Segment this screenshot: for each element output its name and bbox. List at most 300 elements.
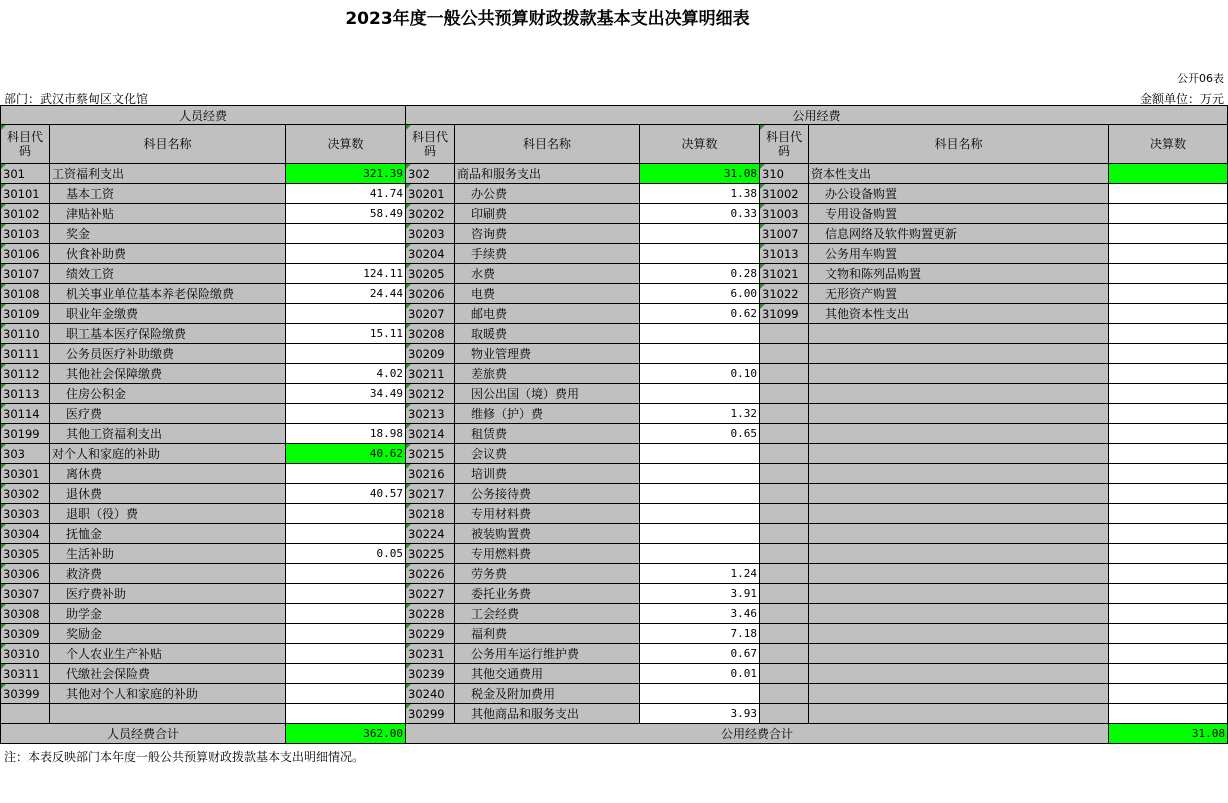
table-row [1, 704, 1228, 724]
empty-cell [809, 424, 1109, 444]
empty-cell [1109, 384, 1228, 404]
subject-name: 物业管理费 [455, 344, 640, 364]
amount-value: 0.67 [640, 644, 760, 664]
amount-value: 7.18 [640, 624, 760, 644]
empty-cell [760, 324, 809, 344]
subject-name: 无形资产购置 [809, 284, 1109, 304]
department-label: 部门：武汉市蔡甸区文化馆 [4, 92, 149, 106]
subject-code: 30205 [406, 264, 455, 284]
table-row [1, 484, 1228, 504]
subject-code: 31099 [760, 304, 809, 324]
empty-cell [760, 644, 809, 664]
amount-value [640, 244, 760, 264]
empty-cell [1109, 404, 1228, 424]
empty-cell [809, 444, 1109, 464]
subject-code: 30209 [406, 344, 455, 364]
subject-code: 31007 [760, 224, 809, 244]
subject-name: 退职（役）费 [50, 504, 286, 524]
subject-code: 30240 [406, 684, 455, 704]
subject-name: 医疗费补助 [50, 584, 286, 604]
amount-value [286, 344, 406, 364]
amount-value [640, 484, 760, 504]
col-header-amount: 决算数 [640, 125, 760, 164]
subject-code: 31013 [760, 244, 809, 264]
empty-cell [809, 404, 1109, 424]
amount-value [286, 524, 406, 544]
col-header-name: 科目名称 [809, 125, 1109, 164]
subject-name: 维修（护）费 [455, 404, 640, 424]
subject-code: 30305 [1, 544, 50, 564]
amount-value: 3.93 [640, 704, 760, 724]
subject-code: 30208 [406, 324, 455, 344]
subject-name: 奖金 [50, 224, 286, 244]
table-row [1, 384, 1228, 404]
report-title: 2023年度一般公共预算财政拨款基本支出决算明细表 [345, 9, 750, 29]
amount-unit-label: 金额单位：万元 [1139, 92, 1224, 106]
subject-name: 其他商品和服务支出 [455, 704, 640, 724]
table-row [1, 164, 1228, 184]
empty-cell [809, 704, 1109, 724]
subject-name: 机关事业单位基本养老保险缴费 [50, 284, 286, 304]
table-row [1, 524, 1228, 544]
subject-name: 公务用车运行维护费 [455, 644, 640, 664]
empty-cell [760, 624, 809, 644]
empty-cell [760, 444, 809, 464]
subject-name: 其他资本性支出 [809, 304, 1109, 324]
empty-cell [760, 524, 809, 544]
subject-code: 30310 [1, 644, 50, 664]
empty-cell [760, 344, 809, 364]
amount-value: 4.02 [286, 364, 406, 384]
subject-name: 专用燃料费 [455, 544, 640, 564]
empty-cell [809, 364, 1109, 384]
amount-value [286, 244, 406, 264]
amount-value [640, 224, 760, 244]
amount-value [640, 544, 760, 564]
empty-cell [760, 384, 809, 404]
subject-code: 30309 [1, 624, 50, 644]
subject-code: 30114 [1, 404, 50, 424]
public-section-header: 公用经费 [406, 106, 1228, 125]
empty-cell [1109, 624, 1228, 644]
subject-name [50, 704, 286, 724]
empty-cell [760, 544, 809, 564]
personnel-section-header: 人员经费 [1, 106, 406, 125]
amount-value [286, 604, 406, 624]
subject-name: 手续费 [455, 244, 640, 264]
amount-value [286, 664, 406, 684]
empty-cell [809, 604, 1109, 624]
subject-name: 培训费 [455, 464, 640, 484]
empty-cell [760, 464, 809, 484]
empty-cell [760, 364, 809, 384]
subject-name: 代缴社会保险费 [50, 664, 286, 684]
amount-value [1109, 284, 1228, 304]
amount-value [1109, 264, 1228, 284]
subject-code: 30239 [406, 664, 455, 684]
subject-code: 301 [1, 164, 50, 184]
subject-code: 30304 [1, 524, 50, 544]
subject-code: 31021 [760, 264, 809, 284]
amount-value: 31.08 [640, 164, 760, 184]
empty-cell [809, 464, 1109, 484]
subject-name: 电费 [455, 284, 640, 304]
empty-cell [760, 584, 809, 604]
subject-name: 救济费 [50, 564, 286, 584]
empty-cell [1109, 664, 1228, 684]
subject-name: 其他对个人和家庭的补助 [50, 684, 286, 704]
amount-value: 3.46 [640, 604, 760, 624]
empty-cell [809, 584, 1109, 604]
subject-code: 30106 [1, 244, 50, 264]
amount-value: 24.44 [286, 284, 406, 304]
empty-cell [1109, 324, 1228, 344]
empty-cell [809, 544, 1109, 564]
subject-name: 福利费 [455, 624, 640, 644]
empty-cell [809, 664, 1109, 684]
empty-cell [1109, 464, 1228, 484]
subject-code: 30303 [1, 504, 50, 524]
subject-name: 取暖费 [455, 324, 640, 344]
amount-value: 58.49 [286, 204, 406, 224]
subject-name: 租赁费 [455, 424, 640, 444]
amount-value: 0.62 [640, 304, 760, 324]
empty-cell [760, 424, 809, 444]
col-header-amount: 决算数 [1109, 125, 1228, 164]
amount-value: 321.39 [286, 164, 406, 184]
empty-cell [809, 684, 1109, 704]
subject-code: 30229 [406, 624, 455, 644]
subject-name: 职工基本医疗保险缴费 [50, 324, 286, 344]
subject-code: 30215 [406, 444, 455, 464]
empty-cell [760, 484, 809, 504]
subject-code: 30211 [406, 364, 455, 384]
subject-code: 30311 [1, 664, 50, 684]
amount-value [640, 324, 760, 344]
empty-cell [809, 504, 1109, 524]
subject-name: 办公设备购置 [809, 184, 1109, 204]
subject-code: 30112 [1, 364, 50, 384]
amount-value: 0.28 [640, 264, 760, 284]
amount-value: 34.49 [286, 384, 406, 404]
table-row [1, 204, 1228, 224]
table-row [1, 444, 1228, 464]
subject-name: 其他交通费用 [455, 664, 640, 684]
empty-cell [809, 644, 1109, 664]
subject-name: 会议费 [455, 444, 640, 464]
subject-code: 30102 [1, 204, 50, 224]
subject-name: 住房公积金 [50, 384, 286, 404]
subject-code: 30301 [1, 464, 50, 484]
amount-value: 0.01 [640, 664, 760, 684]
subject-code: 30213 [406, 404, 455, 424]
subject-name: 工会经费 [455, 604, 640, 624]
empty-cell [809, 524, 1109, 544]
col-header-amount: 决算数 [286, 125, 406, 164]
subject-name: 公务用车购置 [809, 244, 1109, 264]
table-row [1, 224, 1228, 244]
col-header-name: 科目名称 [50, 125, 286, 164]
subject-code: 30110 [1, 324, 50, 344]
table-row [1, 464, 1228, 484]
col-header-code: 科目代码 [406, 125, 455, 164]
public-total-value: 31.08 [1109, 724, 1228, 744]
amount-value [640, 524, 760, 544]
empty-cell [1109, 584, 1228, 604]
amount-value: 40.62 [286, 444, 406, 464]
subject-code: 30103 [1, 224, 50, 244]
amount-value [640, 684, 760, 704]
amount-value [286, 404, 406, 424]
amount-value [640, 464, 760, 484]
empty-cell [809, 324, 1109, 344]
amount-value [286, 304, 406, 324]
subject-name: 基本工资 [50, 184, 286, 204]
amount-value: 15.11 [286, 324, 406, 344]
empty-cell [1109, 444, 1228, 464]
subject-name: 信息网络及软件购置更新 [809, 224, 1109, 244]
subject-code: 30206 [406, 284, 455, 304]
subject-code: 30399 [1, 684, 50, 704]
subject-code: 30302 [1, 484, 50, 504]
subject-name: 职业年金缴费 [50, 304, 286, 324]
subject-code: 30308 [1, 604, 50, 624]
empty-cell [1109, 504, 1228, 524]
table-row [1, 424, 1228, 444]
empty-cell [760, 604, 809, 624]
amount-value: 0.65 [640, 424, 760, 444]
subject-code: 30101 [1, 184, 50, 204]
amount-value [1109, 184, 1228, 204]
subject-name: 绩效工资 [50, 264, 286, 284]
amount-value: 0.33 [640, 204, 760, 224]
subject-name: 生活补助 [50, 544, 286, 564]
subject-name: 因公出国（境）费用 [455, 384, 640, 404]
empty-cell [760, 404, 809, 424]
subject-name: 伙食补助费 [50, 244, 286, 264]
subject-name: 退休费 [50, 484, 286, 504]
subject-name: 其他社会保障缴费 [50, 364, 286, 384]
amount-value: 1.24 [640, 564, 760, 584]
empty-cell [1109, 564, 1228, 584]
subject-name: 邮电费 [455, 304, 640, 324]
subject-code: 30217 [406, 484, 455, 504]
empty-cell [760, 684, 809, 704]
subject-name: 公务员医疗补助缴费 [50, 344, 286, 364]
subject-name: 津贴补贴 [50, 204, 286, 224]
table-row [1, 344, 1228, 364]
subject-code: 30113 [1, 384, 50, 404]
amount-value [1109, 204, 1228, 224]
subject-code: 30218 [406, 504, 455, 524]
amount-value: 1.32 [640, 404, 760, 424]
public-total-label: 公用经费合计 [406, 724, 1109, 744]
subject-code: 31003 [760, 204, 809, 224]
col-header-code: 科目代码 [760, 125, 809, 164]
amount-value: 124.11 [286, 264, 406, 284]
subject-name: 印刷费 [455, 204, 640, 224]
subject-code [1, 704, 50, 724]
subject-name: 专用材料费 [455, 504, 640, 524]
subject-name: 资本性支出 [809, 164, 1109, 184]
subject-code: 30231 [406, 644, 455, 664]
amount-value: 6.00 [640, 284, 760, 304]
subject-name: 离休费 [50, 464, 286, 484]
col-header-code: 科目代码 [1, 125, 50, 164]
empty-cell [1109, 524, 1228, 544]
form-number: 公开06表 [1177, 72, 1224, 85]
table-row [1, 624, 1228, 644]
subject-code: 30207 [406, 304, 455, 324]
subject-name: 劳务费 [455, 564, 640, 584]
subject-code: 30202 [406, 204, 455, 224]
subject-name: 办公费 [455, 184, 640, 204]
amount-value [286, 644, 406, 664]
table-row [1, 184, 1228, 204]
empty-cell [809, 564, 1109, 584]
empty-cell [809, 624, 1109, 644]
empty-cell [1109, 344, 1228, 364]
table-note: 注：本表反映部门本年度一般公共预算财政拨款基本支出明细情况。 [4, 750, 365, 764]
table-row [1, 544, 1228, 564]
personnel-total-label: 人员经费合计 [1, 724, 286, 744]
amount-value [286, 564, 406, 584]
col-header-name: 科目名称 [455, 125, 640, 164]
subject-name: 工资福利支出 [50, 164, 286, 184]
empty-cell [809, 344, 1109, 364]
amount-value [640, 344, 760, 364]
subject-code: 310 [760, 164, 809, 184]
amount-value: 0.10 [640, 364, 760, 384]
subject-code: 30307 [1, 584, 50, 604]
subject-code: 302 [406, 164, 455, 184]
subject-code: 30201 [406, 184, 455, 204]
empty-cell [1109, 364, 1228, 384]
amount-value: 18.98 [286, 424, 406, 444]
subject-name: 个人农业生产补贴 [50, 644, 286, 664]
table-row [1, 684, 1228, 704]
subject-name: 医疗费 [50, 404, 286, 424]
amount-value: 3.91 [640, 584, 760, 604]
table-row [1, 264, 1228, 284]
empty-cell [1109, 604, 1228, 624]
subject-name: 专用设备购置 [809, 204, 1109, 224]
table-row [1, 584, 1228, 604]
subject-name: 差旅费 [455, 364, 640, 384]
table-row [1, 504, 1228, 524]
subject-code: 30225 [406, 544, 455, 564]
subject-code: 30224 [406, 524, 455, 544]
table-row [1, 304, 1228, 324]
table-row [1, 564, 1228, 584]
subject-name: 对个人和家庭的补助 [50, 444, 286, 464]
empty-cell [1109, 684, 1228, 704]
subject-code: 31022 [760, 284, 809, 304]
amount-value: 41.74 [286, 184, 406, 204]
amount-value [286, 464, 406, 484]
amount-value [286, 684, 406, 704]
subject-name: 助学金 [50, 604, 286, 624]
table-row [1, 664, 1228, 684]
amount-value: 1.38 [640, 184, 760, 204]
subject-code: 30203 [406, 224, 455, 244]
empty-cell [1109, 424, 1228, 444]
subject-name: 奖励金 [50, 624, 286, 644]
subject-name: 文物和陈列品购置 [809, 264, 1109, 284]
table-row [1, 284, 1228, 304]
amount-value [1109, 244, 1228, 264]
personnel-total-value: 362.00 [286, 724, 406, 744]
empty-cell [809, 384, 1109, 404]
subject-name: 商品和服务支出 [455, 164, 640, 184]
subject-code: 303 [1, 444, 50, 464]
table-row [1, 604, 1228, 624]
amount-value [286, 224, 406, 244]
amount-value [286, 704, 406, 724]
subject-name: 其他工资福利支出 [50, 424, 286, 444]
amount-value [286, 624, 406, 644]
empty-cell [1109, 644, 1228, 664]
totals-row [1, 724, 1228, 744]
subject-name: 委托业务费 [455, 584, 640, 604]
amount-value [640, 504, 760, 524]
subject-code: 30212 [406, 384, 455, 404]
empty-cell [1109, 704, 1228, 724]
empty-cell [760, 704, 809, 724]
subject-name: 被装购置费 [455, 524, 640, 544]
empty-cell [809, 484, 1109, 504]
table-row [1, 324, 1228, 344]
table-row [1, 244, 1228, 264]
amount-value [640, 384, 760, 404]
subject-code: 30306 [1, 564, 50, 584]
subject-name: 税金及附加费用 [455, 684, 640, 704]
subject-code: 30227 [406, 584, 455, 604]
amount-value: 0.05 [286, 544, 406, 564]
amount-value [1109, 164, 1228, 184]
subject-name: 公务接待费 [455, 484, 640, 504]
empty-cell [760, 564, 809, 584]
subject-name: 水费 [455, 264, 640, 284]
table-row [1, 364, 1228, 384]
amount-value: 40.57 [286, 484, 406, 504]
subject-code: 30108 [1, 284, 50, 304]
subject-code: 30199 [1, 424, 50, 444]
amount-value [286, 584, 406, 604]
empty-cell [1109, 544, 1228, 564]
subject-name: 咨询费 [455, 224, 640, 244]
amount-value [1109, 224, 1228, 244]
empty-cell [1109, 484, 1228, 504]
table-row [1, 404, 1228, 424]
subject-code: 30214 [406, 424, 455, 444]
subject-code: 30204 [406, 244, 455, 264]
subject-code: 30216 [406, 464, 455, 484]
empty-cell [760, 664, 809, 684]
subject-code: 30109 [1, 304, 50, 324]
subject-code: 30226 [406, 564, 455, 584]
amount-value [640, 444, 760, 464]
subject-code: 31002 [760, 184, 809, 204]
subject-code: 30111 [1, 344, 50, 364]
table-row [1, 644, 1228, 664]
expenditure-table [0, 105, 1228, 744]
amount-value [286, 504, 406, 524]
amount-value [1109, 304, 1228, 324]
subject-name: 抚恤金 [50, 524, 286, 544]
subject-code: 30228 [406, 604, 455, 624]
empty-cell [760, 504, 809, 524]
